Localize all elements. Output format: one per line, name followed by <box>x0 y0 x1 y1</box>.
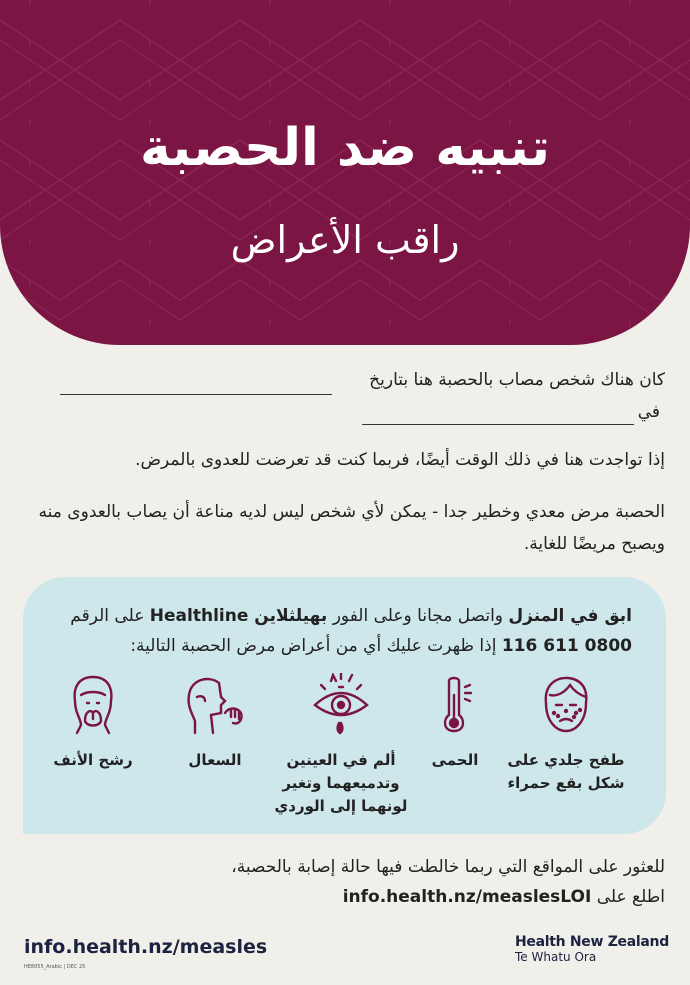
logo-line1: Health New Zealand <box>515 934 669 950</box>
locations-url-link[interactable]: info.health.nz/measlesLOI <box>342 887 592 907</box>
exposure-place-text: في <box>637 402 660 422</box>
header-banner <box>0 0 690 345</box>
runny-nose-person-icon <box>65 673 121 737</box>
coughing-person-icon <box>179 673 251 737</box>
document-code: HE8055_Arabic | DEC 25 <box>24 964 86 970</box>
measles-description-text: الحصبة مرض معدي وخطير جدا - يمكن لأي شخص ليس لديه مناعة أن يصاب بالعدوى منه ويصبح مريضًا للغاية. <box>38 502 665 554</box>
symptoms-card <box>23 577 666 834</box>
thermometer-icon <box>435 673 475 737</box>
symptom-label: طفح جلدي على شكل بقع حمراء <box>507 751 625 792</box>
symptom-cough <box>145 673 285 772</box>
symptom-label: ألم في العينين وتدميعهما وتغير لونهما إلى الوردي <box>274 751 408 815</box>
health-nz-logo <box>515 934 669 964</box>
page-title: تنبيه ضد الحصبة <box>139 118 551 178</box>
page-subtitle: راقب الأعراض <box>230 218 460 262</box>
stay-home-text: ابق في المنزل <box>508 606 632 626</box>
call-text: واتصل مجانا وعلى الفور <box>327 606 509 626</box>
find-locations-text <box>25 852 665 912</box>
rash-face-icon <box>536 673 596 737</box>
find-line1: للعثور على المواقع التي ربما خالطت فيها حالة إصابة بالحصبة، <box>231 857 665 877</box>
healthline-number: 0800 611 116 <box>501 636 632 656</box>
date-blank-line <box>60 394 332 395</box>
exposure-date-text: كان هناك شخص مصاب بالحصبة هنا بتاريخ <box>369 370 665 390</box>
call-instructions <box>32 601 632 661</box>
on-number-text: على الرقم <box>70 606 150 626</box>
logo-line2: Te Whatu Ora <box>515 950 597 964</box>
footer-url-link[interactable]: info.health.nz/measles <box>24 936 268 958</box>
symptom-runny-nose <box>23 673 163 772</box>
sore-eye-icon <box>309 673 373 737</box>
see-on-text: اطلع على <box>591 887 665 907</box>
if-symptoms-text: إذا ظهرت عليك أي من أعراض مرض الحصبة التالية: <box>130 636 502 656</box>
symptom-eye <box>271 673 411 818</box>
healthline-name: بهيلثلاين Healthline <box>149 606 328 626</box>
symptom-label: رشح الأنف <box>53 751 133 769</box>
symptom-label: السعال <box>188 751 242 769</box>
symptom-label: الحمى <box>431 751 479 769</box>
exposure-warning-text: إذا تواجدت هنا في ذلك الوقت أيضًا، فربما كنت قد تعرضت للعدوى بالمرض. <box>135 450 665 470</box>
place-blank-line <box>362 424 634 425</box>
